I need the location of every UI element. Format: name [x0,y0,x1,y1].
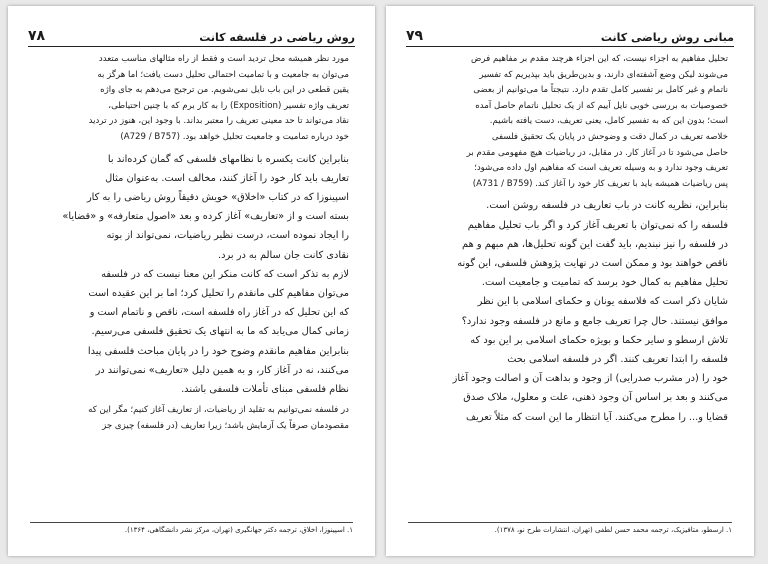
text-line: است؛ بدون این که به تفسیر کامل، یعنی تعریف، دست یافته باشیم. [489,116,728,127]
text-line: می‌کنند، نه در آغاز کار، و به همین دلیل «تعاریف» نمی‌توانند در [95,364,349,376]
text-line: فلسفه را که نمی‌توان با تعریف آغاز کرد و اگر باب تحلیل مفاهیم [467,219,728,231]
text-line: در فلسفه نمی‌توانیم به تقلید از ریاضیات، از تعاریف آغاز کنیم؛ مگر این که [88,405,349,416]
text-line: نظام فلسفی مبنای تأملات فلسفی باشند. [181,384,349,395]
text-line: بسته است و از «تعاریف» آغاز کرده و بعد «اصول متعارفه» و «قضایا» [62,211,349,223]
text-line: اسپینوزا که در کتاب «اخلاق» خویش دقیقاً روش ریاضی را به کار [86,191,349,203]
text-line: خلاصه تعریف در کمال دقت و وضوحش در پایان یک تحقیق فلسفی [491,131,728,142]
page-body [412,52,728,427]
text-line: نقاد می‌تواند تا حد معینی تعریف را معتبر بداند. با وجود این، هنوز در تردید [88,116,349,127]
text-line: موافق نیستند. حال چرا تعریف جامع و مانع در فلسفه وجود ندارد؟ [461,315,728,327]
text-line: را ایجاد نموده است، درست نظیر ریاضیات، نمی‌تواند از بوته [106,230,349,242]
text-line: حاصل می‌شود تا در آغاز کار. در مقابل، در ریاضیات هیچ مفهومی مقدم بر [466,147,728,158]
text-line: ناقص خواهند بود و ممکن است در نهایت پژوهش فلسفی، این گونه [457,257,728,269]
footnote: ۱. اسپینوزا، اخلاق، ترجمه دکتر جهانگیری (تهران، مرکز نشر دانشگاهی، ۱۳۶۴). [30,522,353,534]
text-line: تعریف وجود ندارد و به وسیله تعریف است که مفاهیم اول داده می‌شود؛ [474,163,728,174]
footnote: ۱. ارسطو، متافیزیک، ترجمه محمد حسن لطفی (تهران، انتشارات طرح نو، ۱۳۷۸). [408,522,732,534]
text-line: تحلیل مفاهیم به اجزاء نیست، که این اجزاء هرچند مقدم بر مفاهیم فرض [471,54,728,64]
text-line: بنابراین، نظریه کانت در باب تعاریف در فلسفه روشن است. [486,200,728,212]
left-page [8,6,375,556]
text-line: خود درباره تمامیت و جامعیت تحلیل خواهد بود. (A729 / B757) [120,131,349,142]
page-header [406,24,734,47]
running-title: روش ریاضی در فلسفه کانت [199,31,355,44]
main-text [412,196,728,426]
text-line: لازم به تذکر است که کانت منکر این معنا نیست که در فلسفه [101,268,349,280]
text-line: خصوصیات به بررسی خوبی نایل آییم که از یک تحلیل ناتمام حاصل آمده [475,100,728,111]
page-body [34,52,349,434]
text-line: نقادی کانت جان سالم به در برد. [218,249,349,261]
text-line: ناتمام و غیر کامل بر تفسیر کامل تقدم دارد. نتیجتاً ما می‌توانیم از بعضی [473,85,728,96]
page-number: ۷۹ [406,28,424,44]
text-line: شایان ذکر است که فلاسفه یونان و حکمای اسلامی با این نظر [477,296,728,308]
text-line: مورد نظر همیشه محل تردید است و فقط از راه مثالهای مناسب متعدد [98,54,349,64]
quote-block [34,52,349,146]
text-line: مقصودمان صرفاً یک آزمایش باشد؛ زیرا تعاریف (در فلسفه) چیزی جز [102,420,349,431]
text-line: تحلیل مفاهیم به کمال خود برسد که تمامیت و جامعیت است. [481,277,728,289]
text-line: زمانی کمال می‌یابد که ما به انتهای یک تحقیق فلسفی می‌رسیم. [91,326,349,338]
text-line: در فلسفه را نیز نبندیم، باید گفت این گونه تحلیل‌ها، هم مبهم و هم [462,238,728,250]
text-line: تلاش ارسطو و سایر حکما و بویژه حکمای اسلامی بر این بود که [470,334,728,346]
text-line: یقین قطعی در این باب نایل نمی‌شویم. من ترجیح می‌دهم به جای واژه [100,85,349,96]
quote-block [34,403,349,434]
text-line: پس ریاضیات همیشه باید با تعریف کار خود را آغاز کند. (A731 / B759) [472,178,728,189]
text-line: می‌کنند و بعد بر اساس آن وجود ذهنی، علت و معلول، ملاک صدق [463,392,728,404]
quote-block [412,52,728,192]
page-number: ۷۸ [28,28,46,44]
text-line: تعریف واژه تفسیر (Exposition) را به کار برم که با چنین احتیاطی، [108,100,349,111]
text-line: خود را (در مشرب صدرایی) از وجود و بداهت آن و اصالت وجود آغاز [452,373,728,385]
text-line: بنابراین کانت یکسره با نظامهای فلسفی که گمان کرده‌اند با [107,153,349,165]
text-line: می‌توان به جامعیت و با تمامیت احتمالی تحلیل دست یافت؛ اما هرگز به [97,69,349,80]
main-text [34,150,349,400]
running-title: مبانی روش ریاضی کانت [600,31,734,44]
page-header [28,24,355,47]
text-line: می‌شوند لیکن وضع آشفته‌ای دارند، و بدین‌طریق باید بپذیریم که تفسیر [479,69,728,80]
text-line: تعاریف باید کار خود را آغاز کنند، مخالف است. به‌عنوان مثال [105,172,349,184]
right-page [386,6,754,556]
text-line: فلسفه را ابتدا تعریف کنند. اگر در فلسفه اسلامی بحث [507,353,728,365]
text-line: می‌توان مفاهیم کلی مانقدم را تحلیل کرد؛ اما بر این عقیده است [88,287,349,299]
text-line: قضایا و... را مطرح می‌کنند. آیا انتظار ما این است که مثلاً تعریف [465,411,728,423]
text-line: بنابراین مفاهیم مانقدم وضوح خود را در پایان مباحث فلسفی پیدا [87,345,349,357]
text-line: که این تحلیل که در آغاز راه فلسفه است، ناقص و ناتمام است و [89,307,349,319]
